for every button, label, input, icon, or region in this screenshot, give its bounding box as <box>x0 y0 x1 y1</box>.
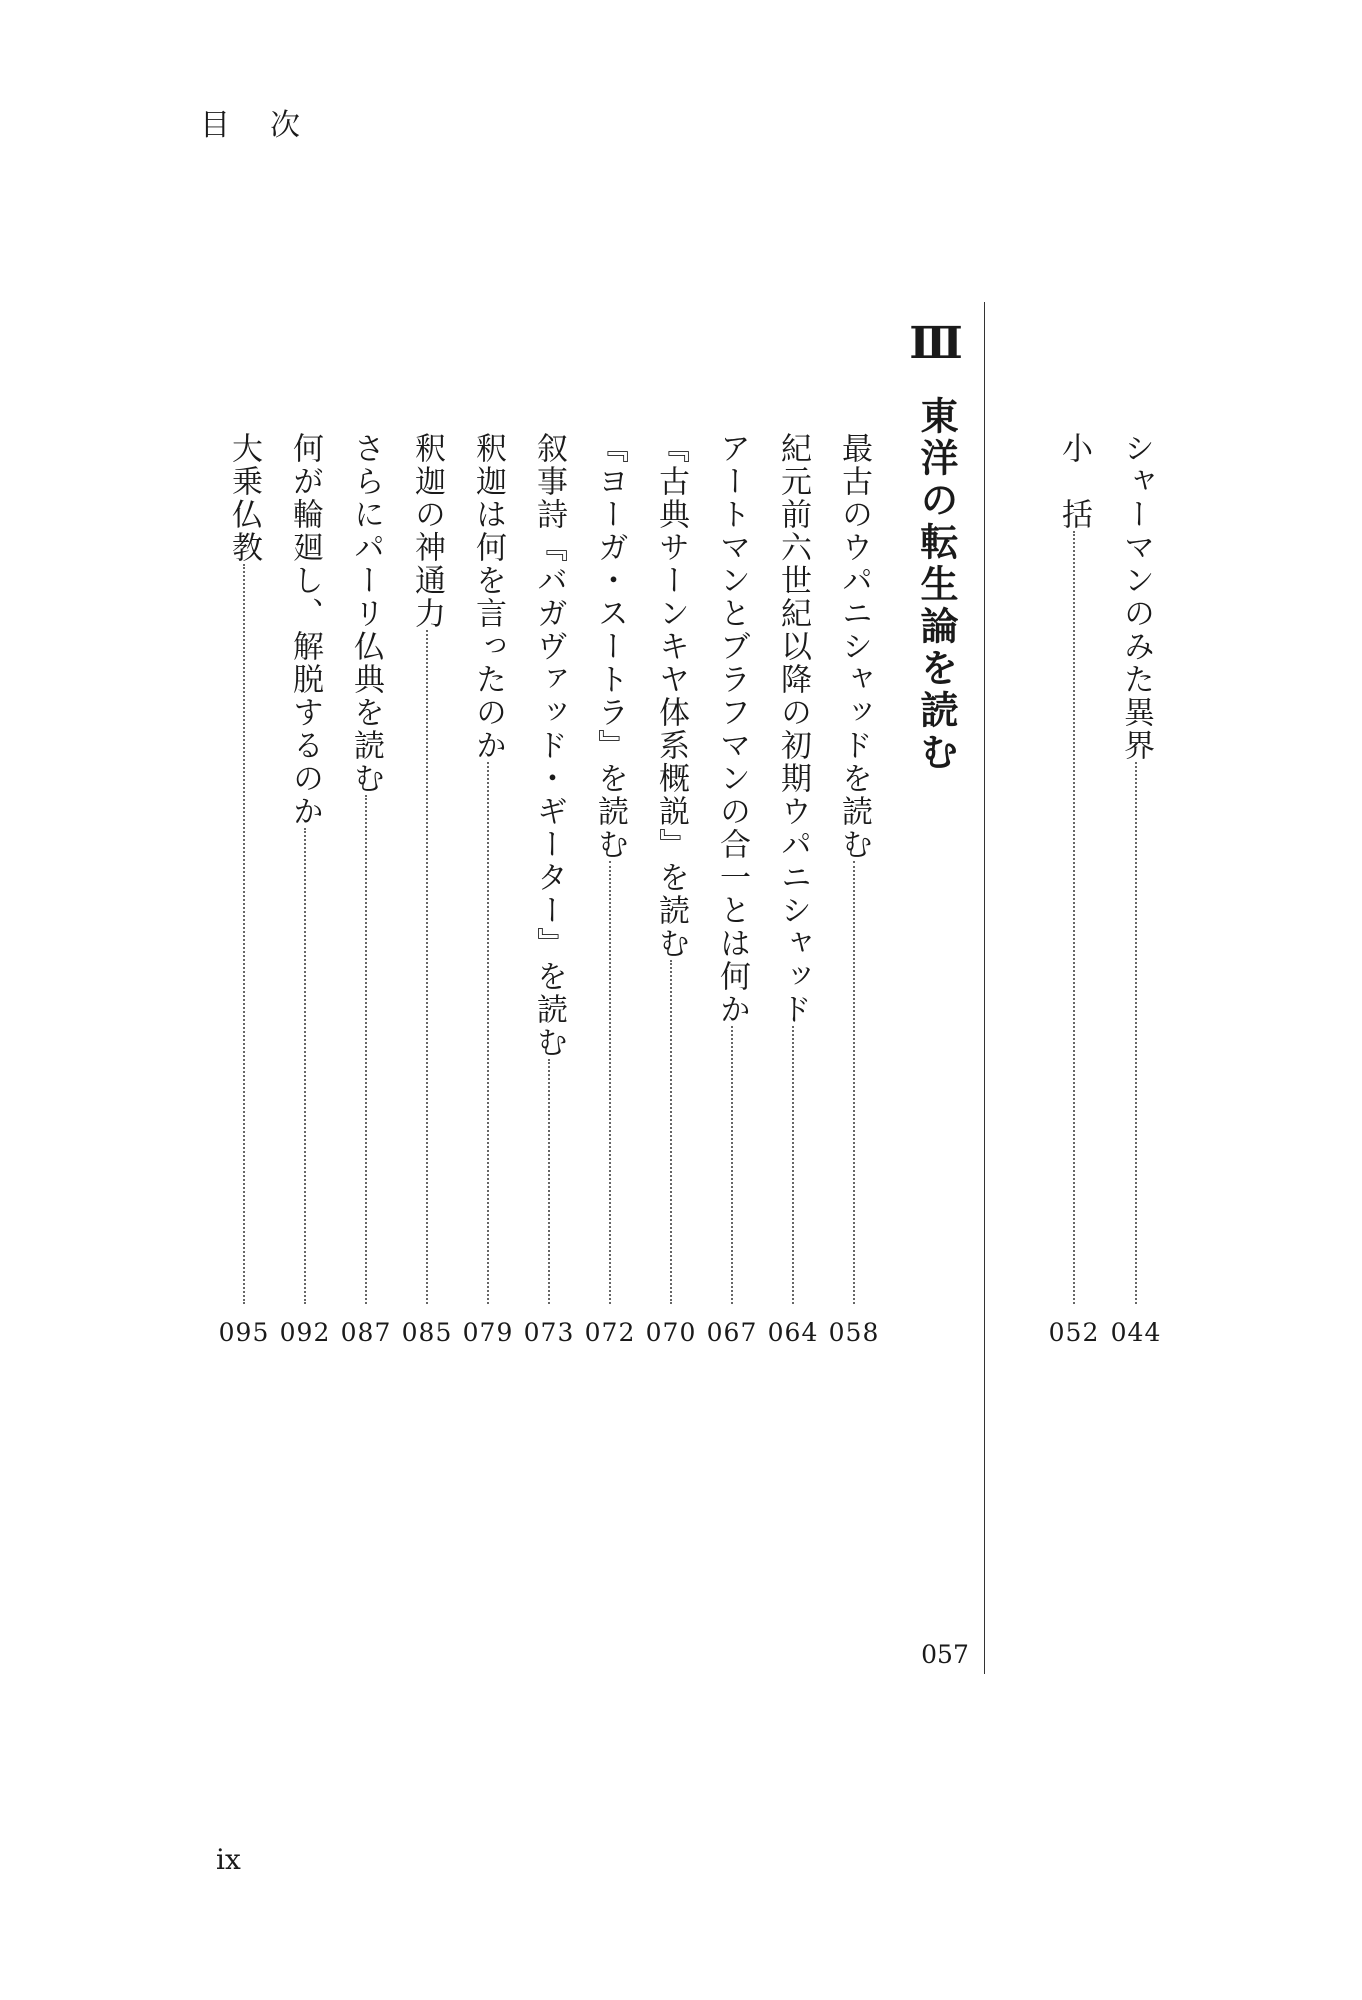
toc-entry-page: 058 <box>828 1318 880 1347</box>
toc-entry <box>463 432 513 1304</box>
dot-leader <box>487 762 489 1304</box>
toc-entry <box>402 432 452 1304</box>
toc-entry-page: 092 <box>279 1318 331 1347</box>
toc-entry <box>707 432 757 1304</box>
toc-entry <box>341 432 391 1304</box>
toc-entry-page: 070 <box>645 1318 697 1347</box>
toc-entry-page: 067 <box>706 1318 758 1347</box>
dot-leader <box>792 1026 794 1304</box>
dot-leader <box>243 564 245 1304</box>
toc-entry-page: 085 <box>401 1318 453 1347</box>
toc-entry-page: 052 <box>1048 1318 1100 1347</box>
dot-leader <box>426 630 428 1304</box>
toc-entry-title: 『古典サーンキヤ体系概説』を読む <box>653 432 689 960</box>
dot-leader <box>609 861 611 1304</box>
toc-entry-title: 小 括 <box>1056 432 1092 531</box>
toc-entry-page: 072 <box>584 1318 636 1347</box>
toc-entry-title: 何が輪廻し、解脱するのか <box>287 432 323 828</box>
toc-entry-title: さらにパーリ仏典を読む <box>348 432 384 795</box>
toc-entry-page: 087 <box>340 1318 392 1347</box>
toc-entry-page: 073 <box>523 1318 575 1347</box>
toc-entry-title: 大乗仏教 <box>226 432 262 564</box>
section-divider <box>984 302 985 1674</box>
dot-leader <box>731 1026 733 1304</box>
toc-entry <box>646 432 696 1304</box>
dot-leader <box>365 795 367 1304</box>
toc-entry-title: 釈迦の神通力 <box>409 432 445 630</box>
page-header-title: 目次 <box>200 108 340 143</box>
toc-entry <box>280 432 330 1304</box>
dot-leader <box>548 1059 550 1304</box>
toc-entry <box>219 432 269 1304</box>
toc-entry-title: 紀元前六世紀以降の初期ウパニシャッド <box>775 432 811 1026</box>
toc-entry-title: アートマンとブラフマンの合一とは何か <box>714 432 750 1026</box>
toc-entry-title: 釈迦は何を言ったのか <box>470 432 506 762</box>
part-page: 057 <box>921 1640 969 1669</box>
toc-entry-page: 064 <box>767 1318 819 1347</box>
toc-entry <box>1049 432 1099 1304</box>
page-folio: ix <box>216 1843 241 1876</box>
toc-entry <box>829 432 879 1304</box>
part-title: 東洋の転生論を読む <box>914 396 959 774</box>
toc-entry-page: 095 <box>218 1318 270 1347</box>
toc-entry-title: 『ヨーガ・スートラ』を読む <box>592 432 628 861</box>
dot-leader <box>304 828 306 1304</box>
toc-entry-title: 叙事詩『バガヴァッド・ギーター』を読む <box>531 432 567 1059</box>
toc-entry <box>1111 432 1161 1304</box>
toc-entry-title: シャーマンのみた異界 <box>1118 432 1154 762</box>
toc-entry <box>585 432 635 1304</box>
toc-entry <box>768 432 818 1304</box>
toc-entry-page: 079 <box>462 1318 514 1347</box>
dot-leader <box>853 861 855 1304</box>
dot-leader <box>670 960 672 1304</box>
toc-entry-title: 最古のウパニシャッドを読む <box>836 432 872 861</box>
dot-leader <box>1073 531 1075 1304</box>
toc-entry <box>524 432 574 1304</box>
dot-leader <box>1135 762 1137 1304</box>
part-number: Ⅲ <box>909 318 963 369</box>
toc-entry-page: 044 <box>1110 1318 1162 1347</box>
